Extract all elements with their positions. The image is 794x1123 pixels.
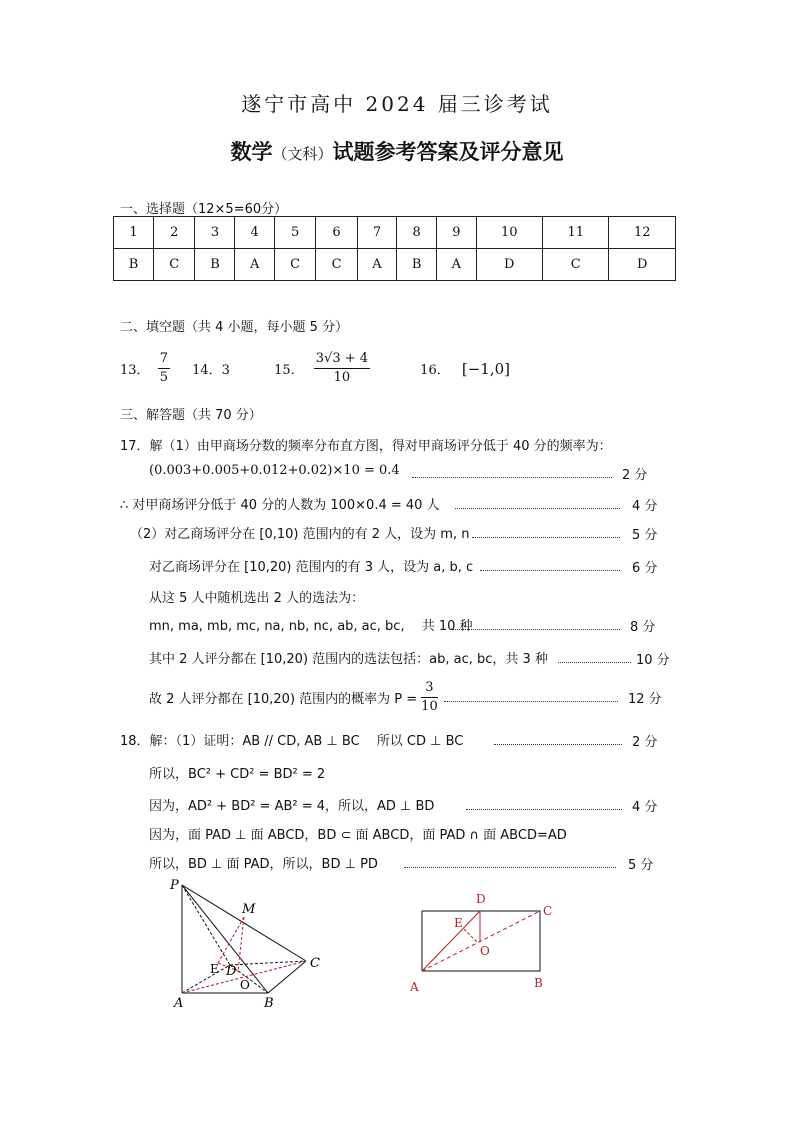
leader-dots	[472, 537, 620, 538]
page-subtitle	[0, 136, 794, 166]
question-number-cell: 2	[154, 217, 195, 249]
q17-line7-score: 8 分	[630, 620, 656, 635]
subtitle-part2: 试题参考答案及评分意见	[332, 140, 564, 164]
edge-AD	[182, 965, 230, 993]
edge-PC	[182, 885, 306, 961]
answer-cell: B	[397, 249, 437, 281]
answer-cell: A	[357, 249, 396, 281]
q17-line1: 17．解（1）由甲商场分数的频率分布直方图，得对甲商场评分低于 40 分的频率为：	[120, 439, 612, 454]
label-A: A	[410, 980, 419, 994]
question-number-cell: 1	[114, 217, 154, 249]
q18-line5-score: 5 分	[628, 858, 654, 873]
q17-line9-text: 故 2 人评分都在 [10,20) 范围内的概率为 P =	[149, 691, 418, 707]
q17-line9	[149, 677, 438, 717]
figure-rectangle	[400, 885, 570, 995]
label-E: E	[454, 916, 463, 930]
q15-numerator: 3√3 + 4	[314, 350, 370, 369]
section1-heading: 一、选择题（12×5=60分）	[120, 202, 288, 217]
answer-cell: C	[274, 249, 315, 281]
label-O: O	[240, 978, 250, 992]
page-title: 遂宁市高中 2024 届三诊考试	[241, 92, 553, 116]
answer-cell: A	[437, 249, 476, 281]
answer-cell: C	[316, 249, 357, 281]
label-E: E	[210, 962, 219, 976]
segment-AD	[422, 911, 480, 971]
q17-line3-score: 4 分	[632, 499, 658, 514]
question-number-cell: 5	[274, 217, 315, 249]
q18-line2: 所以，BC² + CD² = BD² = 2	[149, 767, 326, 782]
answer-table-number-row	[114, 217, 676, 249]
label-P: P	[170, 878, 179, 893]
answer-cell: B	[114, 249, 154, 281]
q15-denominator: 10	[333, 370, 351, 385]
edge-PD	[182, 885, 230, 965]
section3-heading: 三、解答题（共 70 分）	[120, 408, 262, 423]
q18-line4: 因为，面 PAD ⊥ 面 ABCD，BD ⊂ 面 ABCD，面 PAD ∩ 面 ABCD=AD	[149, 828, 567, 843]
question-number-cell: 3	[195, 217, 235, 249]
label-D: D	[476, 892, 486, 906]
q17-line8: 其中 2 人评分都在 [10,20) 范围内的选法包括：ab, ac, bc，共 3 种	[149, 652, 548, 667]
q18-line3-score: 4 分	[632, 800, 658, 815]
q17-line3: ∴ 对甲商场评分低于 40 分的人数为 100×0.4 = 40 人	[120, 498, 440, 513]
answer-table	[113, 216, 676, 281]
segment-AC	[422, 911, 540, 971]
question-number-cell: 12	[609, 217, 676, 249]
q17-line2-score: 2 分	[622, 468, 648, 483]
q17-line9-score: 12 分	[628, 692, 662, 707]
q17-line5-score: 6 分	[632, 561, 658, 576]
question-number-cell: 8	[397, 217, 437, 249]
label-B: B	[264, 996, 274, 1011]
q17-probability-denominator: 10	[421, 698, 438, 714]
fill-in-answers	[120, 350, 510, 398]
answer-cell: D	[476, 249, 542, 281]
answer-cell: B	[195, 249, 235, 281]
q14-answer: 14．3	[192, 363, 230, 378]
q17-line8-score: 10 分	[636, 653, 670, 668]
label-A: A	[174, 996, 184, 1011]
q17-line5: 对乙商场评分在 [10,20) 范围内的有 3 人，设为 a, b, c	[149, 560, 474, 575]
section2-heading: 二、填空题（共 4 小题，每小题 5 分）	[120, 320, 349, 335]
leader-dots	[444, 701, 618, 702]
question-number-cell: 9	[437, 217, 476, 249]
q18-line1-score: 2 分	[632, 735, 658, 750]
figure-pyramid	[160, 875, 330, 1015]
label-C: C	[310, 956, 320, 971]
answer-table-answer-row	[114, 249, 676, 281]
leader-dots	[452, 629, 620, 630]
leader-dots	[558, 662, 631, 663]
edge-ME-red	[218, 917, 244, 963]
segment-EO	[464, 929, 478, 943]
q13-label: 13．	[120, 363, 150, 378]
label-O: O	[480, 944, 490, 958]
leader-dots	[412, 477, 612, 478]
leader-dots	[455, 508, 620, 509]
question-number-cell: 10	[476, 217, 542, 249]
q17-line7: mn, ma, mb, mc, na, nb, nc, ab, ac, bc, 共 10 种	[149, 619, 473, 634]
q17-line2: (0.003+0.005+0.012+0.02)×10 = 0.4	[149, 463, 400, 478]
label-C: C	[543, 904, 553, 918]
leader-dots	[480, 570, 620, 571]
subtitle-part1: 数学	[230, 140, 273, 164]
edge-BC	[268, 961, 306, 993]
q17-probability-fraction	[421, 679, 438, 716]
answer-cell: A	[235, 249, 274, 281]
q17-line6: 从这 5 人中随机选出 2 人的选法为：	[149, 591, 365, 606]
q15-label: 15．	[274, 363, 304, 378]
q13-numerator: 7	[158, 350, 170, 369]
q13-fraction	[158, 350, 170, 387]
q18-line3: 因为，AD² + BD² = AB² = 4，所以，AD ⊥ BD	[149, 799, 435, 814]
label-D: D	[226, 964, 237, 979]
question-number-cell: 6	[316, 217, 357, 249]
answer-cell: D	[609, 249, 676, 281]
question-number-cell: 4	[235, 217, 274, 249]
q17-line4: （2）对乙商场评分在 [0,10) 范围内的有 2 人，设为 m, n	[130, 527, 470, 542]
question-number-cell: 7	[357, 217, 396, 249]
q17-line4-score: 5 分	[632, 528, 658, 543]
label-B: B	[534, 976, 543, 990]
leader-dots	[494, 744, 622, 745]
q13-denominator: 5	[159, 370, 168, 385]
answer-cell: C	[543, 249, 609, 281]
answer-cell: C	[154, 249, 195, 281]
subtitle-paren: （文科）	[272, 145, 333, 163]
q16-label: 16．	[420, 363, 450, 378]
q16-answer: [−1,0]	[461, 359, 510, 378]
question-number-cell: 11	[543, 217, 609, 249]
q17-probability-numerator: 3	[421, 679, 438, 698]
leader-dots	[466, 809, 622, 810]
edge-MO-red	[238, 917, 244, 971]
leader-dots	[404, 867, 616, 868]
q15-fraction	[314, 350, 370, 387]
label-M: M	[242, 902, 256, 917]
q18-line5: 所以，BD ⊥ 面 PAD，所以，BD ⊥ PD	[149, 857, 378, 872]
q18-line1: 18．解：（1）证明：AB // CD, AB ⊥ BC 所以 CD ⊥ BC	[120, 734, 464, 749]
